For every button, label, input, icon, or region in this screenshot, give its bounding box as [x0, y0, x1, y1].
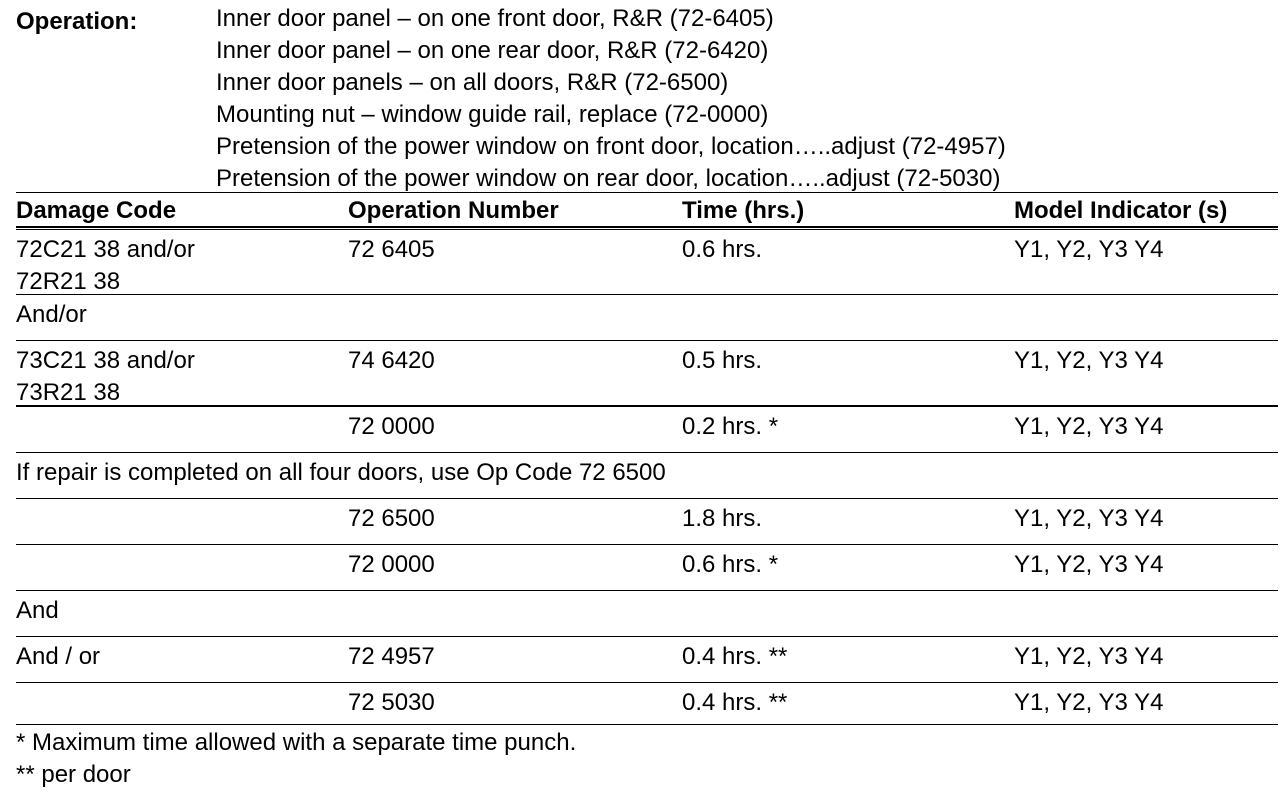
operation-number-cell: 72 6500 [348, 505, 435, 532]
table-row [16, 544, 1278, 590]
operation-number-cell: 72 6405 [348, 236, 435, 263]
footnotes [16, 724, 1278, 791]
header-model-indicator: Model Indicator (s) [1014, 197, 1228, 224]
operation-label: Operation: [16, 8, 138, 35]
damage-code-line: 73C21 38 and/or [16, 347, 195, 374]
conjunction-cell: And/or [16, 301, 87, 328]
model-indicator-cell: Y1, Y2, Y3 Y4 [1014, 347, 1164, 374]
operation-line: Pretension of the power window on front door, location…..adjust (72-4957) [216, 133, 1006, 160]
conjunction-cell: And [16, 597, 59, 624]
table-row [16, 498, 1278, 544]
footnote-per-door: ** per door [16, 761, 131, 788]
header-operation-number: Operation Number [348, 197, 559, 224]
time-cell: 1.8 hrs. [682, 505, 763, 532]
labor-table [16, 192, 1278, 726]
operation-number-cell: 72 5030 [348, 689, 435, 716]
table-row [16, 590, 1278, 636]
header-time: Time (hrs.) [682, 197, 805, 224]
operation-number-cell: 72 0000 [348, 413, 435, 440]
operation-line: Pretension of the power window on rear door, location…..adjust (72-5030) [216, 165, 1001, 192]
header-damage-code: Damage Code [16, 197, 177, 224]
table-row [16, 405, 1278, 452]
model-indicator-cell: Y1, Y2, Y3 Y4 [1014, 413, 1164, 440]
instruction-cell: If repair is completed on all four doors, use Op Code 72 6500 [16, 459, 666, 486]
model-indicator-cell: Y1, Y2, Y3 Y4 [1014, 689, 1164, 716]
operation-number-cell: 74 6420 [348, 347, 435, 374]
model-indicator-cell: Y1, Y2, Y3 Y4 [1014, 643, 1164, 670]
table-row [16, 294, 1278, 340]
operation-number-cell: 72 4957 [348, 643, 435, 670]
damage-code-line: 73R21 38 [16, 379, 121, 406]
header-underline [16, 226, 1278, 228]
table-row [16, 229, 1278, 294]
time-cell: 0.5 hrs. [682, 347, 763, 374]
table-row [16, 636, 1278, 682]
model-indicator-cell: Y1, Y2, Y3 Y4 [1014, 236, 1164, 263]
time-cell: 0.6 hrs. * [682, 551, 779, 578]
operation-line: Inner door panel – on one front door, R&R (72-6405) [216, 5, 774, 32]
time-cell: 0.4 hrs. ** [682, 689, 788, 716]
time-cell: 0.4 hrs. ** [682, 643, 788, 670]
damage-code-line: 72C21 38 and/or [16, 236, 195, 263]
operation-line: Inner door panels – on all doors, R&R (72-6500) [216, 69, 729, 96]
table-header-row [16, 192, 1278, 229]
model-indicator-cell: Y1, Y2, Y3 Y4 [1014, 505, 1164, 532]
damage-code-cell: And / or [16, 643, 101, 670]
damage-code-line: 72R21 38 [16, 268, 121, 295]
operation-line: Mounting nut – window guide rail, replace (72-0000) [216, 101, 769, 128]
damage-code-cell [16, 345, 195, 409]
model-indicator-cell: Y1, Y2, Y3 Y4 [1014, 551, 1164, 578]
time-cell: 0.2 hrs. * [682, 413, 779, 440]
operation-line: Inner door panel – on one rear door, R&R (72-6420) [216, 37, 769, 64]
damage-code-cell [16, 234, 195, 298]
table-row [16, 682, 1278, 726]
footnote-max-time: * Maximum time allowed with a separate time punch. [16, 729, 577, 756]
operation-number-cell: 72 0000 [348, 551, 435, 578]
table-row [16, 452, 1278, 498]
time-cell: 0.6 hrs. [682, 236, 763, 263]
operation-list [216, 3, 1006, 195]
table-row [16, 340, 1278, 405]
